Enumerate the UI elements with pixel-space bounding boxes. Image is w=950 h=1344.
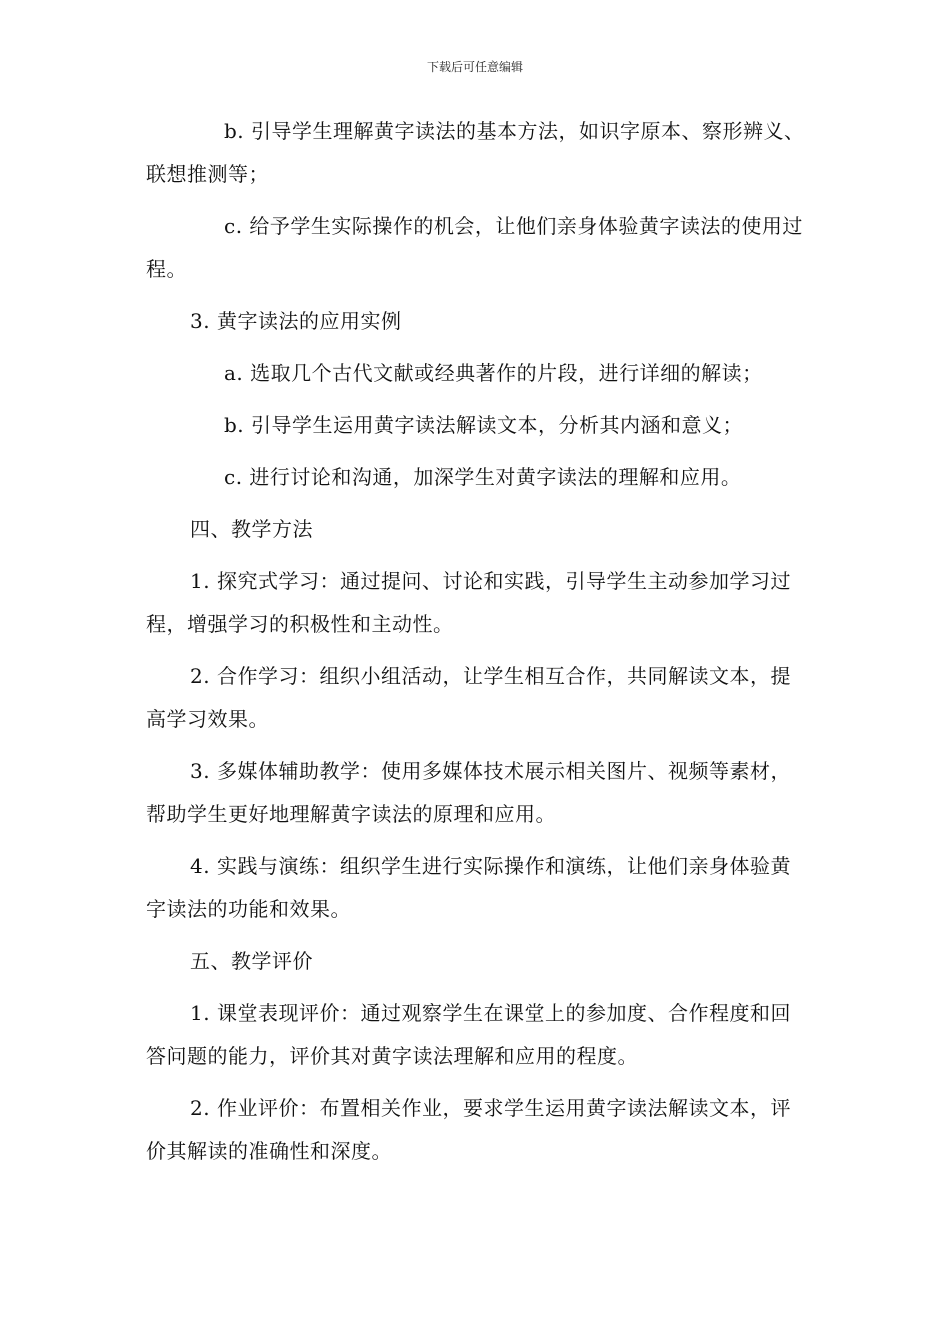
paragraph-3b: b. 引导学生运用黄字读法解读文本，分析其内涵和意义；: [224, 413, 744, 437]
paragraph-method-4: 4. 实践与演练：组织学生进行实际操作和演练，让他们亲身体验黄字读法的功能和效果。: [146, 854, 791, 921]
paragraph-1c: c. 给予学生实际操作的机会，让他们亲身体验黄字读法的使用过程。: [146, 214, 803, 281]
section-heading-teaching-evaluation: 五、教学评价: [190, 949, 313, 973]
paragraph-1b: b. 引导学生理解黄字读法的基本方法，如识字原本、察形辨义、联想推测等；: [146, 119, 805, 186]
paragraph-3c: c. 进行讨论和沟通，加深学生对黄字读法的理解和应用。: [224, 465, 742, 489]
section-heading-teaching-methods: 四、教学方法: [190, 517, 313, 541]
page-header: 下载后可任意编辑: [426, 60, 523, 74]
section-heading-3: 3. 黄字读法的应用实例: [190, 309, 402, 333]
paragraph-evaluation-1: 1. 课堂表现评价：通过观察学生在课堂上的参加度、合作程度和回答问题的能力，评价其对黄字读法理解和应用的程度。: [146, 1001, 791, 1068]
paragraph-method-2: 2. 合作学习：组织小组活动，让学生相互合作，共同解读文本，提高学习效果。: [146, 664, 791, 731]
paragraph-method-1: 1. 探究式学习：通过提问、讨论和实践，引导学生主动参加学习过程，增强学习的积极性和主动性。: [146, 569, 791, 636]
paragraph-evaluation-2: 2. 作业评价：布置相关作业，要求学生运用黄字读法解读文本，评价其解读的准确性和深度。: [146, 1096, 791, 1163]
paragraph-3a: a. 选取几个古代文献或经典著作的片段，进行详细的解读；: [224, 361, 763, 385]
document-body: [146, 110, 806, 1182]
paragraph-method-3: 3. 多媒体辅助教学：使用多媒体技术展示相关图片、视频等素材，帮助学生更好地理解黄字读法的原理和应用。: [146, 759, 791, 826]
